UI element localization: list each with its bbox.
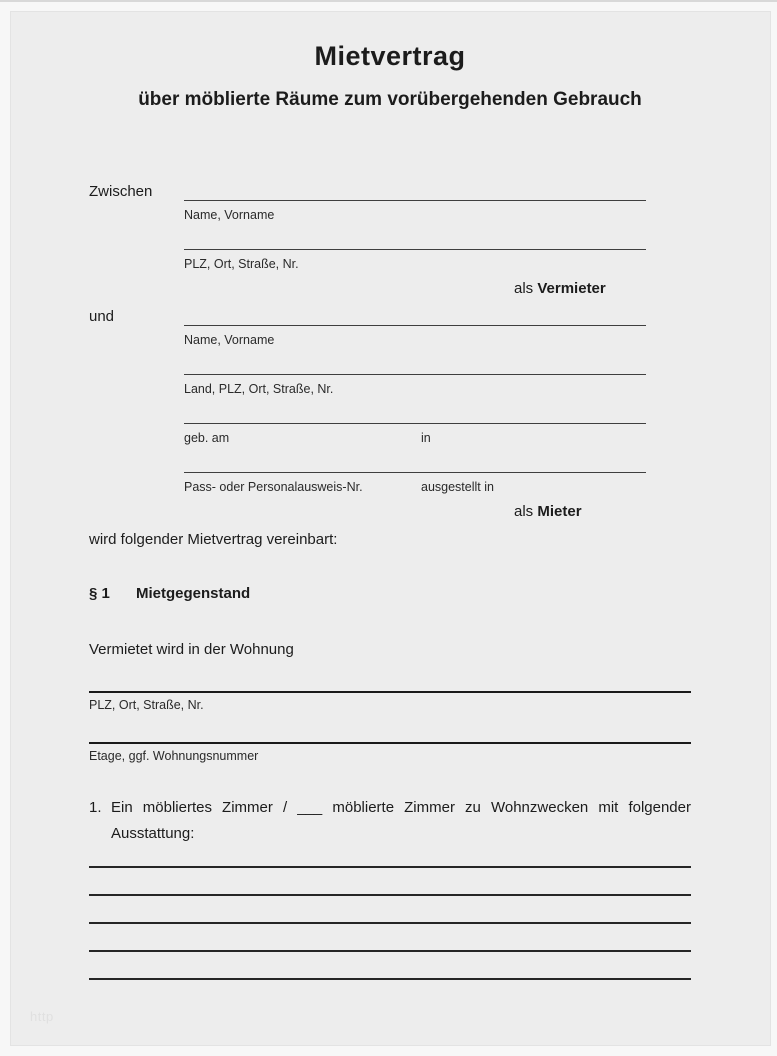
tenant-birth-field-line — [184, 405, 646, 424]
passport-issued-label: ausgestellt in — [421, 480, 494, 494]
blank-line — [89, 894, 691, 896]
document-subtitle: über möblierte Räume zum vorübergehenden Gebrauch — [138, 89, 642, 110]
landlord-address-row — [89, 231, 691, 250]
tenant-address-field-line — [184, 356, 646, 375]
birth-place-label: in — [421, 431, 431, 445]
apartment-floor-label: Etage, ggf. Wohnungsnummer — [89, 749, 259, 763]
tenant-name-field-label: Name, Vorname — [184, 333, 275, 347]
window-top-edge — [0, 0, 777, 2]
landlord-role-name: Vermieter — [537, 280, 606, 297]
tenant-address-row — [89, 356, 691, 375]
passport-number-label: Pass- oder Personalausweis-Nr. — [184, 480, 363, 494]
landlord-address-field-line — [184, 231, 646, 250]
section-1-lead: Vermietet wird in der Wohnung — [89, 641, 294, 658]
apartment-address-field — [89, 691, 691, 713]
item-number: 1. — [89, 799, 102, 816]
tenant-birth-row — [89, 405, 691, 424]
landlord-name-row — [89, 182, 691, 201]
apartment-floor-field — [89, 742, 691, 764]
landlord-role-line — [89, 280, 691, 298]
tenant-passport-field-labels — [184, 479, 691, 495]
tenant-address-field-label: Land, PLZ, Ort, Straße, Nr. — [184, 382, 334, 396]
landlord-name-field-line — [184, 182, 646, 201]
landlord-address-field-label: PLZ, Ort, Straße, Nr. — [184, 257, 299, 271]
role-prefix: als — [514, 503, 534, 520]
blank-line — [89, 922, 691, 924]
und-label: und — [89, 308, 115, 325]
section-number: § 1 — [89, 585, 110, 602]
intro-paragraph: wird folgender Mietvertrag vereinbart: — [89, 531, 338, 548]
tenant-passport-field-line — [184, 454, 646, 473]
contract-page — [10, 11, 771, 1046]
tenant-role-name: Mieter — [537, 503, 582, 520]
blank-line — [89, 866, 691, 868]
blank-lines — [89, 866, 691, 980]
list-item-1 — [89, 795, 691, 847]
blank-line — [89, 950, 691, 952]
watermark-text: http — [30, 1009, 54, 1024]
landlord-name-field-label: Name, Vorname — [184, 208, 275, 222]
tenant-birth-field-labels — [184, 430, 691, 446]
document-title: Mietvertrag — [314, 41, 466, 71]
tenant-role-line — [89, 503, 691, 521]
section-title: Mietgegenstand — [136, 585, 251, 602]
role-prefix: als — [514, 280, 534, 297]
tenant-name-field-line — [184, 307, 646, 326]
item-text: Ein möbliertes Zimmer / ___ möblierte Zimmer zu Wohnzwecken mit folgender Ausstattung: — [111, 799, 691, 842]
blank-line — [89, 978, 691, 980]
apartment-address-label: PLZ, Ort, Straße, Nr. — [89, 698, 204, 712]
section-1-heading — [89, 585, 691, 603]
tenant-passport-row — [89, 454, 691, 473]
birth-date-label: geb. am — [184, 431, 230, 445]
zwischen-label: Zwischen — [89, 183, 153, 200]
tenant-name-row — [89, 307, 691, 326]
